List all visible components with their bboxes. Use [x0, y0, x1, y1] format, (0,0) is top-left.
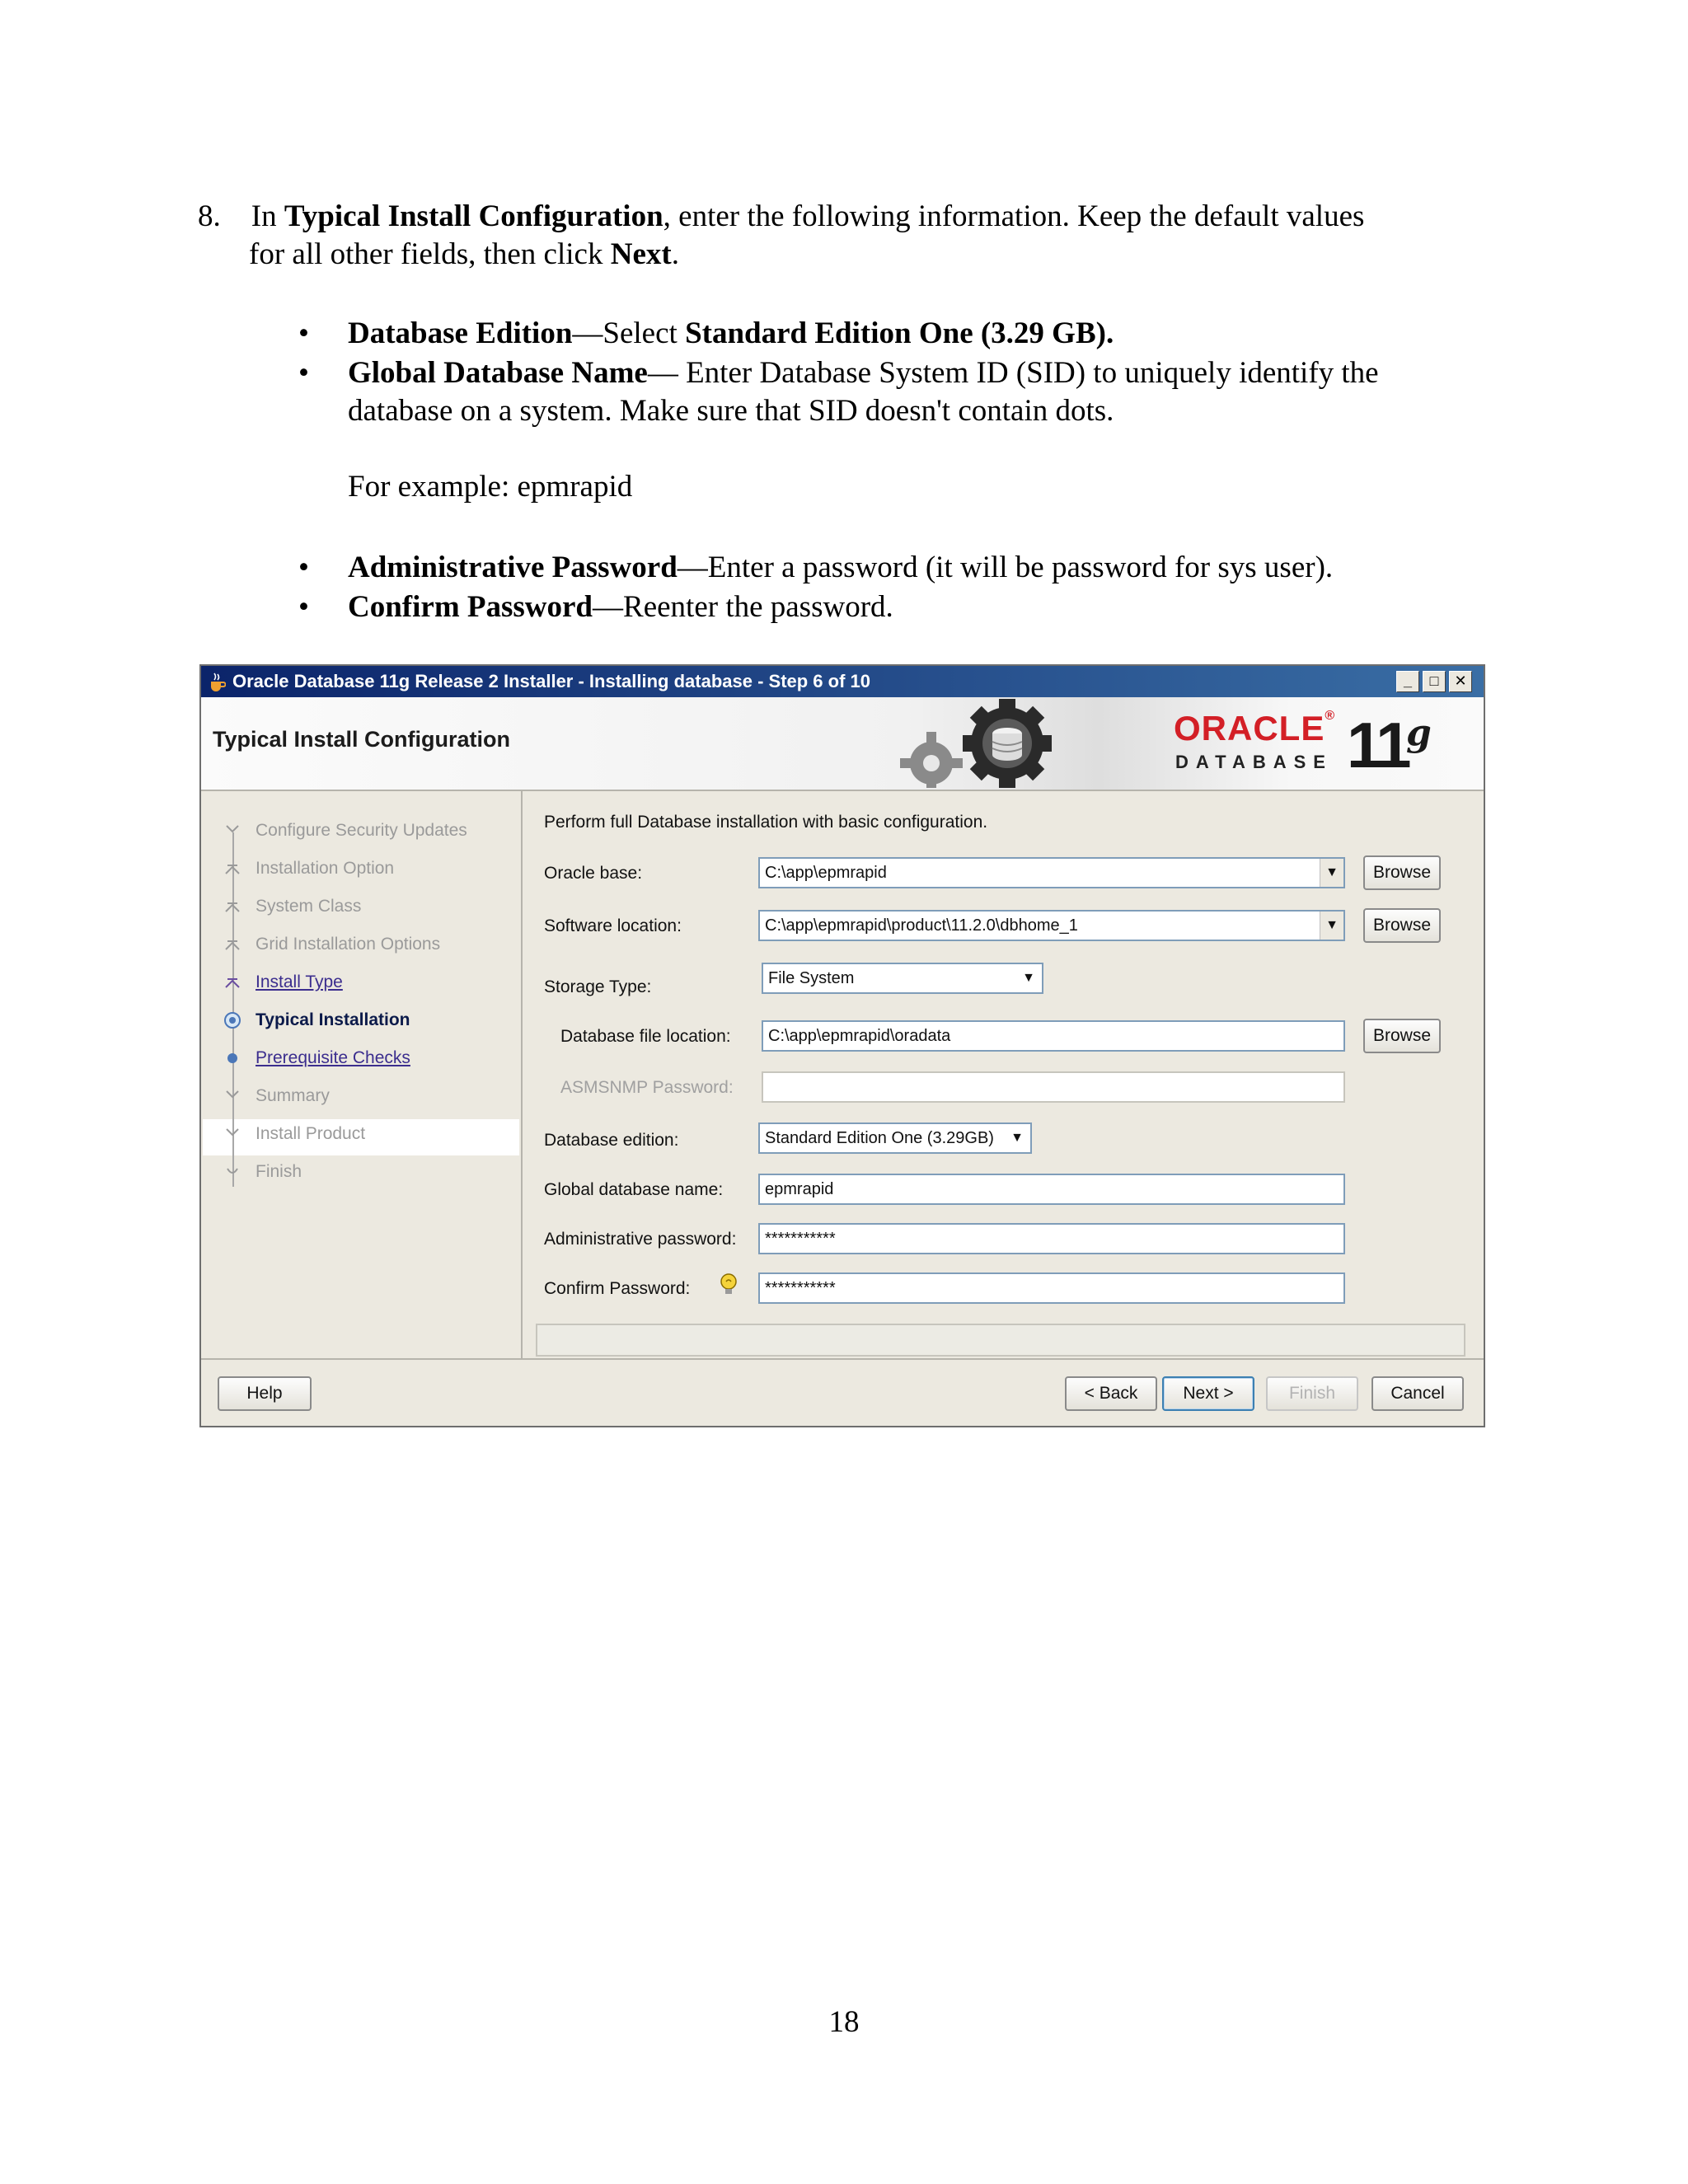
step-done-icon	[224, 823, 241, 839]
back-button[interactable]: < Back	[1065, 1376, 1157, 1411]
bullet-term: Administrative Password	[348, 551, 678, 584]
database-wordmark: DATABASE	[1175, 752, 1333, 772]
db-file-location-input[interactable]	[762, 1020, 1345, 1052]
step-instruction-line2	[249, 236, 679, 274]
wizard-header	[201, 697, 1484, 791]
step-line2-pre: for all other fields, then click	[249, 237, 603, 271]
bullet-desc: —Select	[572, 316, 686, 350]
chevron-down-icon[interactable]: ▼	[1320, 912, 1343, 940]
chevron-down-icon: ▼	[1022, 971, 1035, 985]
global-db-name-label: Global database name:	[544, 1180, 724, 1199]
step-pending-icon	[224, 1088, 241, 1104]
version-suffix: g	[1406, 712, 1432, 754]
bullet-marker: •	[298, 551, 309, 584]
window-title: Oracle Database 11g Release 2 Installer - Installing database - Step 6 of 10	[232, 671, 870, 691]
bullet-term: Confirm Password	[348, 590, 593, 624]
next-button[interactable]: Next >	[1162, 1376, 1254, 1411]
oracle-base-combo[interactable]	[758, 857, 1345, 888]
bullet-desc: —Enter a password (it will be password for sys user).	[677, 551, 1334, 584]
wizard-steps-panel	[201, 790, 523, 1358]
database-edition-label: Database edition:	[544, 1131, 679, 1150]
oracle-wordmark: ORACLE®	[1174, 709, 1336, 748]
bullet-marker: •	[298, 356, 309, 390]
maximize-button[interactable]: □	[1423, 671, 1446, 692]
minimize-button[interactable]: _	[1396, 671, 1419, 692]
software-location-combo[interactable]	[758, 910, 1345, 941]
gears-database-icon	[884, 699, 1098, 788]
db-file-location-label: Database file location:	[560, 1027, 731, 1046]
step-link-icon	[224, 974, 241, 991]
step-done-icon	[224, 898, 241, 915]
nav-configure-security-updates: Configure Security Updates	[256, 821, 467, 840]
java-cup-icon	[208, 672, 226, 691]
step-done-icon	[224, 860, 241, 877]
bullet-global-db-name	[348, 354, 1379, 392]
nav-installation-option: Installation Option	[256, 859, 395, 878]
database-edition-select[interactable]	[758, 1122, 1032, 1154]
nav-prerequisite-checks[interactable]: Prerequisite Checks	[256, 1048, 410, 1067]
bullet-term-value: Standard Edition One (3.29 GB).	[685, 316, 1114, 350]
example-text: For example: epmrapid	[348, 470, 633, 504]
storage-type-value: File System	[768, 969, 855, 987]
nav-typical-installation: Typical Installation	[256, 1010, 410, 1029]
confirm-password-label: Confirm Password:	[544, 1279, 691, 1298]
software-location-browse-button[interactable]: Browse	[1363, 908, 1441, 943]
nav-finish: Finish	[256, 1162, 302, 1181]
close-button[interactable]: ✕	[1449, 671, 1472, 692]
chevron-down-icon[interactable]: ▼	[1320, 859, 1343, 887]
step-bold-title: Typical Install Configuration	[284, 199, 663, 233]
oracle-base-browse-button[interactable]: Browse	[1363, 855, 1441, 890]
global-db-name-input[interactable]: epmrapid	[758, 1174, 1345, 1205]
configuration-form	[523, 790, 1485, 1358]
bullet-confirm-password	[348, 588, 893, 626]
lightbulb-hint-icon[interactable]	[719, 1272, 738, 1297]
bullet-marker: •	[298, 316, 309, 350]
bullet-term: Global Database Name	[348, 356, 648, 390]
status-message-area	[536, 1324, 1465, 1357]
asmsnmp-password-input	[762, 1071, 1345, 1103]
step-line2-bold: Next	[610, 237, 672, 271]
oracle-base-value: C:\app\epmrapid	[765, 864, 887, 882]
software-location-value: C:\app\epmrapid\product\11.2.0\dbhome_1	[765, 916, 1078, 935]
nav-install-type[interactable]: Install Type	[256, 972, 343, 991]
nav-grid-installation-options: Grid Installation Options	[256, 935, 441, 954]
step-mid: , enter the following information. Keep the default values	[663, 199, 1365, 233]
db-file-location-value: C:\app\epmrapid\oradata	[768, 1027, 951, 1045]
software-location-label: Software location:	[544, 916, 682, 935]
finish-button: Finish	[1266, 1376, 1358, 1411]
step-number: 8.	[198, 199, 221, 233]
bullet-database-edition	[348, 315, 1114, 353]
bullet-global-db-name-cont: database on a system. Make sure that SID doesn't contain dots.	[348, 394, 1114, 428]
db-file-location-browse-button[interactable]: Browse	[1363, 1019, 1441, 1053]
step-pre: In	[251, 199, 277, 233]
page-number: 18	[828, 2005, 860, 2039]
storage-type-select[interactable]	[762, 963, 1043, 994]
installer-window	[199, 664, 1485, 1427]
admin-password-label: Administrative password:	[544, 1230, 737, 1249]
bullet-marker: •	[298, 590, 309, 624]
cancel-button[interactable]: Cancel	[1372, 1376, 1464, 1411]
nav-system-class: System Class	[256, 897, 362, 916]
help-button[interactable]: Help	[218, 1376, 312, 1411]
title-bar[interactable]	[201, 666, 1484, 697]
step-instruction-line1	[198, 198, 1364, 236]
oracle-base-label: Oracle base:	[544, 864, 643, 883]
admin-password-input[interactable]: ***********	[758, 1223, 1345, 1254]
step-current-icon	[223, 1010, 242, 1030]
asmsnmp-password-label: ASMSNMP Password:	[560, 1078, 734, 1097]
step-link-icon	[224, 1050, 241, 1066]
confirm-password-input[interactable]: ***********	[758, 1272, 1345, 1304]
version-number: 11	[1347, 709, 1409, 781]
storage-type-label: Storage Type:	[544, 977, 652, 996]
bullet-admin-password	[348, 549, 1333, 587]
step-pending-icon	[224, 1164, 241, 1180]
wizard-button-bar	[201, 1358, 1484, 1427]
chevron-down-icon: ▼	[1010, 1131, 1024, 1145]
oracle-database-logo	[1174, 709, 1347, 775]
bullet-term: Database Edition	[348, 316, 573, 350]
step-pending-icon	[224, 1126, 241, 1142]
step-done-icon	[224, 936, 241, 953]
bullet-desc: — Enter Database System ID (SID) to uniquely identify the	[647, 356, 1379, 390]
bullet-desc: —Reenter the password.	[593, 590, 893, 624]
database-edition-value: Standard Edition One (3.29GB)	[765, 1129, 994, 1147]
form-intro: Perform full Database installation with basic configuration.	[544, 813, 988, 832]
page-title: Typical Install Configuration	[213, 727, 511, 752]
nav-install-product: Install Product	[256, 1124, 366, 1143]
step-line2-post: .	[671, 237, 679, 271]
nav-summary: Summary	[256, 1086, 330, 1105]
